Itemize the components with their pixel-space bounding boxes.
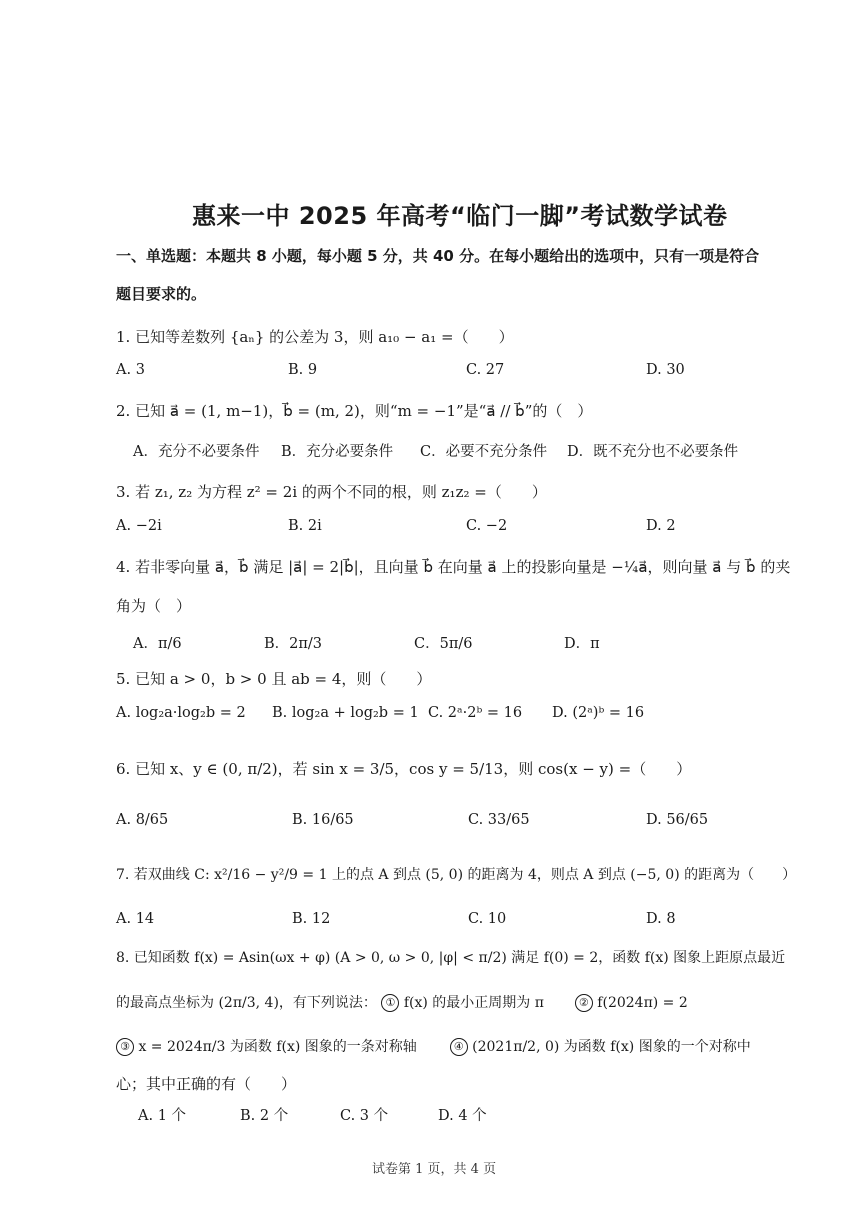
question-8-stem-end: 心；其中正确的有（ ）	[116, 1075, 297, 1093]
question-4-option-c: C．5π/6	[414, 636, 473, 652]
question-8-stem-cont	[116, 992, 688, 1012]
question-4-stem: 4. 若非零向量 a⃗，b⃗ 满足 |a⃗| = 2|b⃗|，且向量 b⃗ 在向量 a⃗ 上的投影向量是 −¼a⃗，则向量 a⃗ 与 b⃗ 的夹	[116, 558, 791, 576]
question-2-option-a: A．充分不必要条件	[133, 444, 260, 460]
question-4-option-a: A．π/6	[133, 636, 182, 652]
question-4-option-d: D．π	[564, 636, 600, 652]
question-3-option-a: A. −2i	[116, 518, 162, 534]
question-2-option-d: D．既不充分也不必要条件	[567, 444, 739, 460]
question-5-option-a: A. log₂a·log₂b = 2	[116, 705, 246, 721]
question-6-option-d: D. 56/65	[646, 812, 709, 828]
question-5-option-b: B. log₂a + log₂b = 1	[272, 705, 419, 721]
page-footer: 试卷第 1 页，共 4 页	[372, 1162, 497, 1177]
question-3-option-b: B. 2i	[288, 518, 322, 534]
question-3-option-d: D. 2	[646, 518, 676, 534]
question-6-stem: 6. 已知 x、y ∈ (0, π/2)，若 sin x = 3/5，cos y = 5/13，则 cos(x − y) =（ ）	[116, 760, 692, 778]
question-8-option-a: A. 1 个	[138, 1108, 187, 1124]
question-7-stem: 7. 若双曲线 C: x²/16 − y²/9 = 1 上的点 A 到点 (5, 0) 的距离为 4，则点 A 到点 (−5, 0) 的距离为（ ）	[116, 867, 797, 883]
statement-1-text: f(x) 的最小正周期为 π	[403, 995, 544, 1011]
question-7-option-d: D. 8	[646, 911, 676, 927]
question-6-option-c: C. 33/65	[468, 812, 530, 828]
section-heading: 一、单选题：本题共 8 小题，每小题 5 分，共 40 分。在每小题给出的选项中，只有一项是符合	[116, 247, 760, 265]
question-6-option-a: A. 8/65	[116, 812, 169, 828]
question-1-stem: 1. 已知等差数列 {aₙ} 的公差为 3，则 a₁₀ − a₁ =（ ）	[116, 328, 514, 346]
question-5-option-d: D. (2ᵃ)ᵇ = 16	[552, 705, 645, 721]
statement-3-mark: ③	[116, 1038, 134, 1056]
question-8-option-b: B. 2 个	[240, 1108, 289, 1124]
question-8-option-d: D. 4 个	[438, 1108, 487, 1124]
question-8-stem: 8. 已知函数 f(x) = Asin(ωx + φ) (A > 0, ω > 0, |φ| < π/2) 满足 f(0) = 2，函数 f(x) 图象上距原点最近	[116, 950, 786, 966]
question-8-statements-3-4	[116, 1036, 751, 1056]
question-7-option-c: C. 10	[468, 911, 507, 927]
statement-3-text: x = 2024π/3 为函数 f(x) 图象的一条对称轴	[138, 1039, 417, 1055]
statement-2-mark: ②	[575, 994, 593, 1012]
section-heading-cont: 题目要求的。	[116, 285, 207, 303]
statement-2-text: f(2024π) = 2	[597, 995, 688, 1011]
question-8-option-c: C. 3 个	[340, 1108, 389, 1124]
question-3-option-c: C. −2	[466, 518, 508, 534]
question-2-stem: 2. 已知 a⃗ = (1, m−1)，b⃗ = (m, 2)，则“m = −1”是“a⃗ // b⃗”的（ ）	[116, 402, 593, 420]
question-1-option-d: D. 30	[646, 362, 685, 378]
page-title: 惠来一中 2025 年高考“临门一脚”考试数学试卷	[192, 202, 728, 230]
question-1-option-c: C. 27	[466, 362, 505, 378]
question-3-stem: 3. 若 z₁, z₂ 为方程 z² = 2i 的两个不同的根，则 z₁z₂ =（ ）	[116, 483, 547, 501]
question-8-peak-text: 的最高点坐标为 (2π/3, 4)，有下列说法：	[116, 995, 377, 1011]
question-2-option-c: C．必要不充分条件	[420, 444, 548, 460]
question-4-option-b: B．2π/3	[264, 636, 323, 652]
question-1-option-b: B. 9	[288, 362, 318, 378]
statement-4-mark: ④	[450, 1038, 468, 1056]
question-7-option-a: A. 14	[116, 911, 155, 927]
question-4-stem-cont: 角为（ ）	[116, 597, 192, 615]
question-7-option-b: B. 12	[292, 911, 331, 927]
statement-4-text: (2021π/2, 0) 为函数 f(x) 图象的一个对称中	[472, 1039, 751, 1055]
question-1-option-a: A. 3	[116, 362, 145, 378]
statement-1-mark: ①	[381, 994, 399, 1012]
question-5-stem: 5. 已知 a > 0，b > 0 且 ab = 4，则（ ）	[116, 670, 432, 688]
question-6-option-b: B. 16/65	[292, 812, 354, 828]
question-5-option-c: C. 2ᵃ·2ᵇ = 16	[428, 705, 523, 721]
question-2-option-b: B．充分必要条件	[281, 444, 394, 460]
